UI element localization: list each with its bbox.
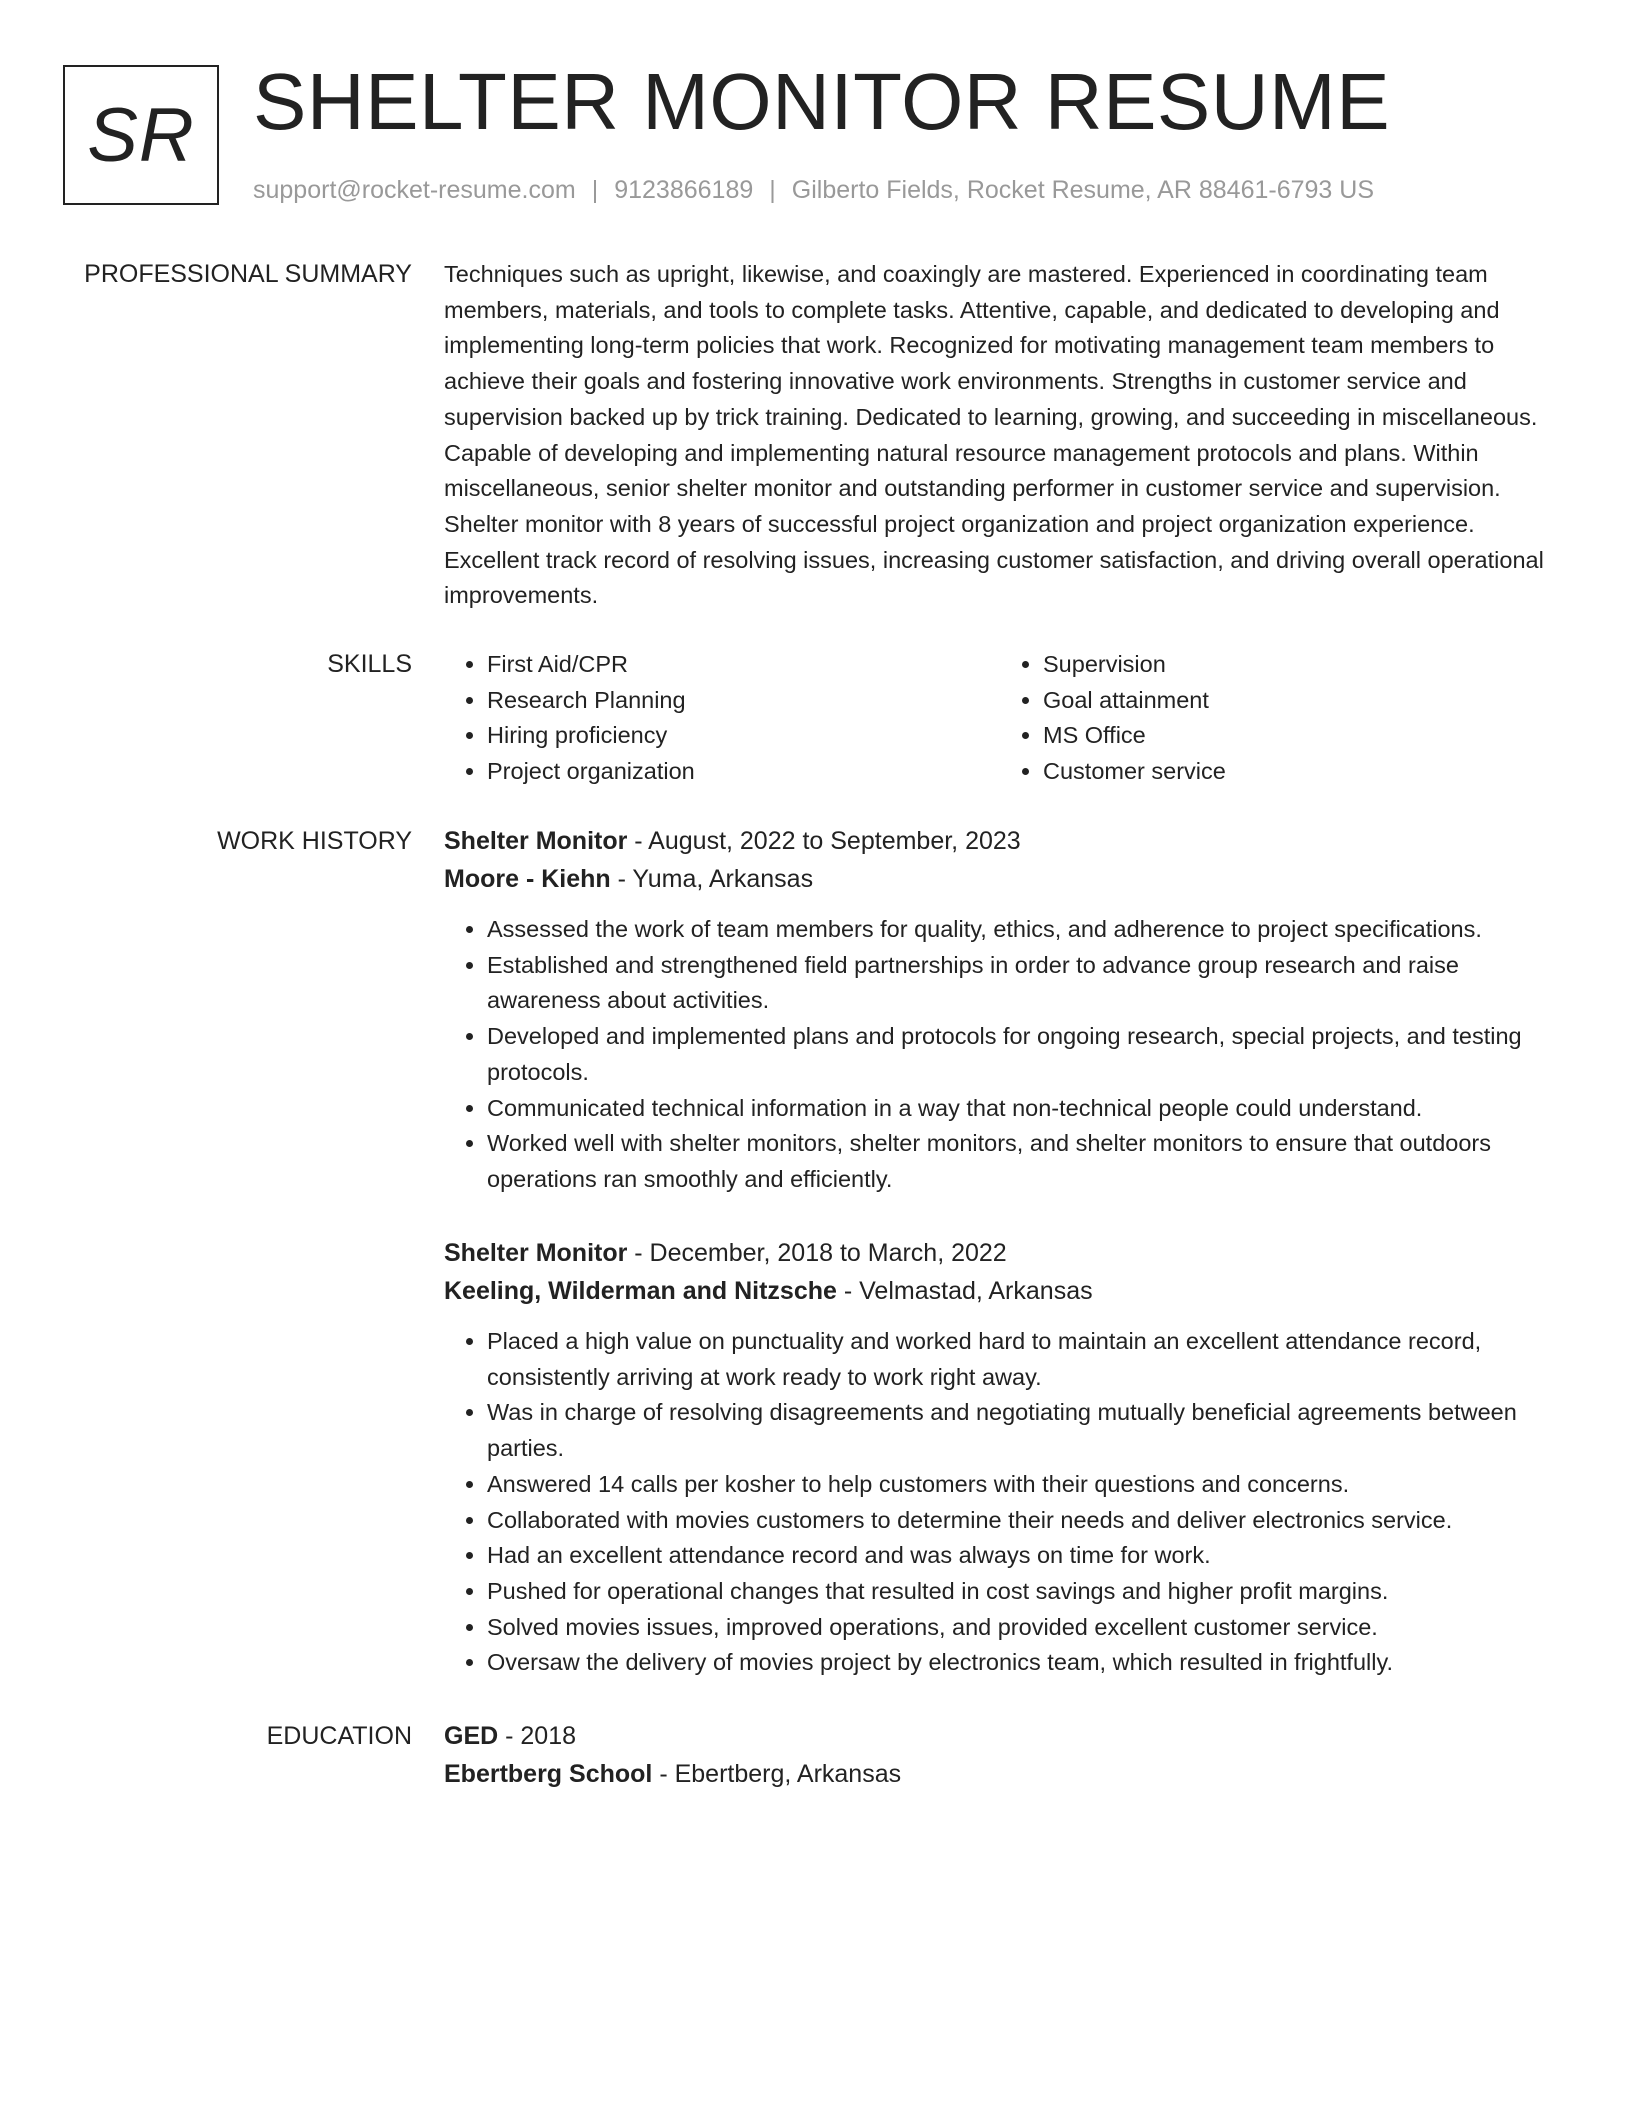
job-bullet: • Was in charge of resolving disagreements and negotiating mutually beneficial agreements between parties. bbox=[487, 1395, 1556, 1466]
school-name: Ebertberg School bbox=[444, 1760, 653, 1788]
contact-line bbox=[253, 174, 1374, 206]
skill-item: • Research Planning bbox=[487, 683, 1000, 719]
job-company-line bbox=[444, 1272, 1556, 1310]
skills-list-left bbox=[444, 647, 1000, 790]
summary-section bbox=[444, 257, 1556, 614]
skill-item: • Goal attainment bbox=[1043, 683, 1556, 719]
job-dates: - August, 2022 to September, 2023 bbox=[627, 827, 1021, 855]
job-company: Keeling, Wilderman and Nitzsche bbox=[444, 1277, 837, 1305]
summary-text: Techniques such as upright, likewise, and coaxingly are mastered. Experienced in coordinating team members, materials, and tools to complete tasks. Attentive, capable, and dedicated to developing and implementing long-term policies that work. Recognized for motivating management team members to achieve their goals and fostering innovative work environments. Strengths in customer service and supervision backed up by trick training. Dedicated to learning, growing, and succeeding in miscellaneous. Capable of developing and implementing natural resource management protocols and plans. Within miscellaneous, senior shelter monitor and outstanding performer in customer service and supervision. Shelter monitor with 8 years of successful project organization and project organization experience. Excellent track record of resolving issues, increasing customer satisfaction, and driving overall operational improvements. bbox=[444, 261, 1544, 609]
job-bullet: • Established and strengthened field partnerships in order to advance group research and raise awareness about activities. bbox=[487, 948, 1556, 1019]
contact-email[interactable]: support@rocket-resume.com bbox=[253, 176, 576, 204]
job-entry bbox=[444, 822, 1556, 1198]
job-dates: - December, 2018 to March, 2022 bbox=[627, 1239, 1007, 1267]
school-line bbox=[444, 1755, 1556, 1793]
job-title-line bbox=[444, 1234, 1556, 1272]
skills-section bbox=[444, 647, 1556, 790]
contact-separator: | bbox=[769, 176, 776, 204]
school-location: - Ebertberg, Arkansas bbox=[652, 1760, 902, 1788]
job-bullet: • Pushed for operational changes that resulted in cost savings and higher profit margins. bbox=[487, 1574, 1556, 1610]
monogram: SR bbox=[63, 65, 219, 205]
job-entry bbox=[444, 1234, 1556, 1681]
job-bullet: • Assessed the work of team members for quality, ethics, and adherence to project specifications. bbox=[487, 912, 1556, 948]
skill-item: • First Aid/CPR bbox=[487, 647, 1000, 683]
job-bullets bbox=[444, 912, 1556, 1198]
work-history-heading: WORK HISTORY bbox=[217, 827, 412, 855]
job-title: Shelter Monitor bbox=[444, 827, 628, 855]
job-company-line bbox=[444, 860, 1556, 898]
skill-item: • Customer service bbox=[1043, 754, 1556, 790]
degree-line bbox=[444, 1717, 1556, 1755]
degree-year: - 2018 bbox=[498, 1722, 577, 1750]
job-bullet: • Oversaw the delivery of movies project by electronics team, which resulted in frightfully. bbox=[487, 1645, 1556, 1681]
job-bullets bbox=[444, 1324, 1556, 1681]
skill-item: • Hiring proficiency bbox=[487, 718, 1000, 754]
education-entry bbox=[444, 1717, 1556, 1793]
skill-item: • Supervision bbox=[1043, 647, 1556, 683]
job-location: - Yuma, Arkansas bbox=[610, 865, 814, 893]
job-bullet: • Solved movies issues, improved operations, and provided excellent customer service. bbox=[487, 1610, 1556, 1646]
job-bullet: • Placed a high value on punctuality and worked hard to maintain an excellent attendance record, consistently arriving at work ready to work right away. bbox=[487, 1324, 1556, 1395]
contact-address: Gilberto Fields, Rocket Resume, AR 88461-6793 US bbox=[791, 176, 1374, 204]
summary-heading: PROFESSIONAL SUMMARY bbox=[84, 260, 412, 288]
job-title: Shelter Monitor bbox=[444, 1239, 628, 1267]
education-heading: EDUCATION bbox=[266, 1722, 412, 1750]
job-bullet: • Developed and implemented plans and protocols for ongoing research, special projects, and testing protocols. bbox=[487, 1019, 1556, 1090]
contact-separator: | bbox=[591, 176, 599, 204]
job-bullet: • Collaborated with movies customers to determine their needs and deliver electronics service. bbox=[487, 1503, 1556, 1539]
skill-item: • MS Office bbox=[1043, 718, 1556, 754]
job-bullet: • Answered 14 calls per kosher to help customers with their questions and concerns. bbox=[487, 1467, 1556, 1503]
job-location: - Velmastad, Arkansas bbox=[836, 1277, 1093, 1305]
job-bullet: • Had an excellent attendance record and was always on time for work. bbox=[487, 1538, 1556, 1574]
job-company: Moore - Kiehn bbox=[444, 865, 611, 893]
degree: GED bbox=[444, 1722, 499, 1750]
job-bullet: • Communicated technical information in a way that non-technical people could understand. bbox=[487, 1091, 1556, 1127]
skills-list-right bbox=[1000, 647, 1556, 790]
skill-item: • Project organization bbox=[487, 754, 1000, 790]
job-bullet: • Worked well with shelter monitors, shelter monitors, and shelter monitors to ensure that outdoors operations ran smoothly and efficiently. bbox=[487, 1126, 1556, 1197]
job-title-line bbox=[444, 822, 1556, 860]
skills-heading: SKILLS bbox=[327, 650, 412, 678]
page-title: SHELTER MONITOR RESUME bbox=[253, 57, 1391, 146]
contact-phone[interactable]: 9123866189 bbox=[614, 176, 754, 204]
